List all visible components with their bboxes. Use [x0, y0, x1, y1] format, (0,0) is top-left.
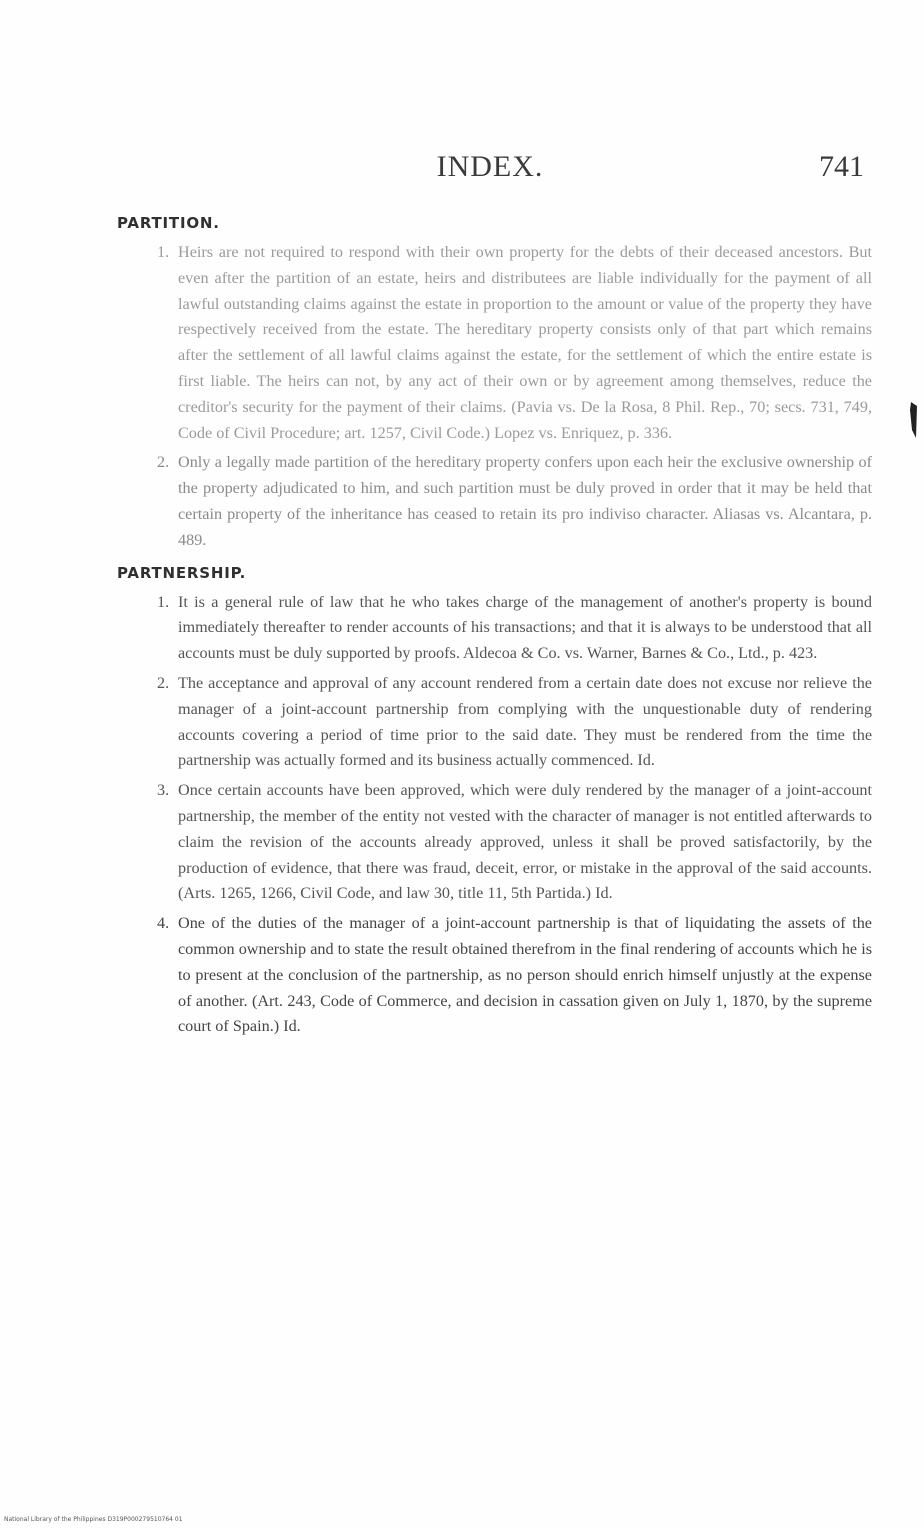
running-title: INDEX.: [436, 150, 544, 183]
entry-number: 3.: [157, 781, 170, 800]
page-header: [110, 150, 870, 198]
entry-text: Heirs are not required to respond with their own property for the debts of their deceased ancestors. But even after the partition of an estate, heirs and distributees are liable individually for the payment of all lawful outstanding claims against the estate in proportion to the amount or value of the property they have respectively received from the estate. The hereditary property consists only of that part which remains after the settlement of all lawful claims against the estate, for the settlement of which the entire estate is first liable. The heirs can not, by any act of their own or by agreement among themselves, reduce the creditor's security for the payment of their claims. (Pavia vs. De la Rosa, 8 Phil. Rep., 70; secs. 731, 749, Code of Civil Procedure; art. 1257, Civil Code.) Lopez vs. Enriquez, p. 336.: [178, 243, 872, 442]
section-heading: PARTNERSHIP.: [117, 563, 247, 582]
entry-text: Only a legally made partition of the hereditary property confers upon each heir the exclusive ownership of the property adjudicated to him, and such partition must be duly proved in order that it may be held that certain property of the inheritance has ceased to retain its pro indiviso character. Aliasas vs. Alcantara, p. 489.: [178, 453, 872, 549]
entry-number: 4.: [157, 914, 170, 933]
entry-number: 1.: [157, 592, 170, 611]
index-section-partnership: [117, 564, 872, 1041]
index-entry: [157, 671, 872, 774]
entry-text: The acceptance and approval of any account rendered from a certain date does not excuse nor relieve the manager of a joint-account partnership from complying with the unquestionable duty of rendering accounts covering a period of time prior to the said date. They must be rendered from the time the partnership was actually formed and its business actually commenced. Id.: [178, 673, 872, 770]
index-section-partition: [117, 214, 872, 554]
index-entry: [157, 778, 872, 907]
page-number: 741: [819, 150, 864, 183]
index-entry: [157, 590, 872, 667]
index-entry: [157, 240, 872, 446]
entry-text: One of the duties of the manager of a joint-account partnership is that of liquidating the assets of the common ownership and to state the result obtained therefrom in the final rendering of accounts which he is to present at the conclusion of the partnership, as no person should enrich himself unjustly at the expense of another. (Art. 243, Code of Commerce, and decision in cassation given on July 1, 1870, by the supreme court of Spain.) Id.: [178, 914, 872, 1036]
entry-number: 2.: [157, 453, 170, 472]
index-content: [117, 214, 872, 1044]
entry-text: It is a general rule of law that he who takes charge of the management of another's property is bound immediately thereafter to render accounts of his transactions; and that it is always to be understood that all accounts must be duly supported by proofs. Aldecoa & Co. vs. Warner, Barnes & Co., Ltd., p. 423.: [178, 592, 872, 663]
entry-text: Once certain accounts have been approved, which were duly rendered by the manager of a joint-account partnership, the member of the entity not vested with the character of manager is not entitled afterwards to claim the revision of the accounts already approved, unless it shall be proved satisfactorily, by the production of evidence, that there was fraud, deceit, error, or mistake in the approval of the said accounts. (Arts. 1265, 1266, Civil Code, and law 30, title 11, 5th Partida.) Id.: [178, 781, 872, 903]
index-entry: [157, 450, 872, 553]
section-heading: PARTITION.: [117, 214, 220, 232]
entry-number: 1.: [157, 243, 170, 261]
scan-footer: National Library of the Philippines D319P000279510764 01: [4, 1516, 183, 1523]
entry-number: 2.: [157, 673, 170, 692]
index-entry: [157, 911, 872, 1040]
margin-mark-icon: [909, 400, 918, 440]
